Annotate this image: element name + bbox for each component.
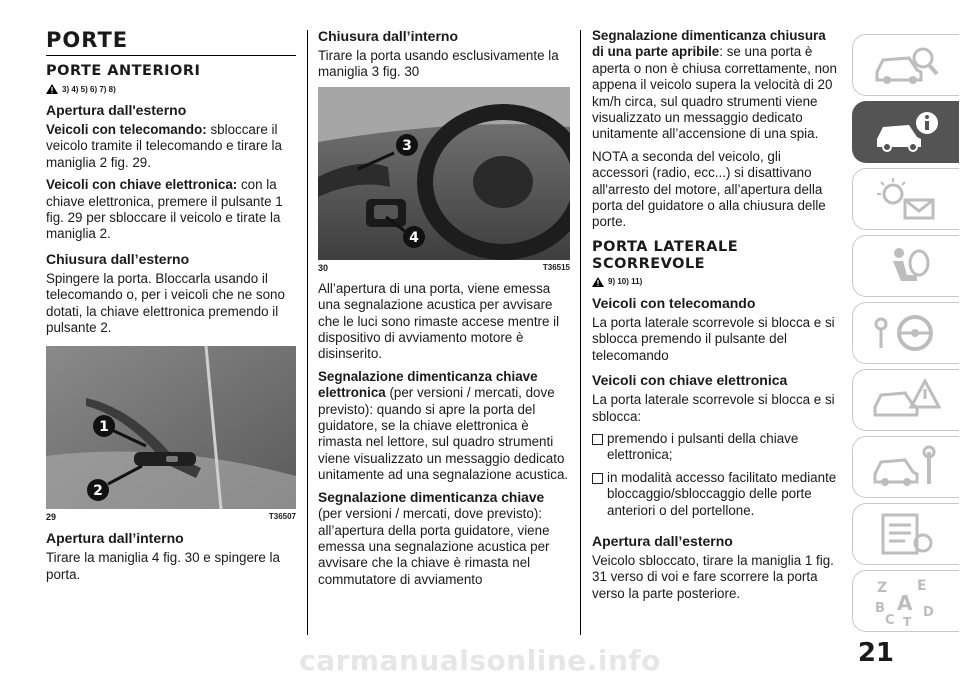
column-3 xyxy=(592,28,838,608)
car-wrench-icon xyxy=(871,444,941,490)
tab-safety[interactable] xyxy=(852,235,959,297)
list-item xyxy=(592,431,838,470)
paragraph-parte-apribile xyxy=(592,28,838,143)
bold-lead: Segnalazione dimenticanza chiave elettronica xyxy=(318,368,538,401)
refs-text: 9) 10) 11) xyxy=(608,277,643,287)
figure-code: T36515 xyxy=(542,262,570,272)
list-item xyxy=(592,470,838,525)
car-magnifier-icon xyxy=(871,42,941,88)
checkbox-bullet-icon xyxy=(592,434,603,445)
figure-number: 30 xyxy=(318,262,329,273)
chapter-tabs xyxy=(852,34,960,637)
paragraph-chiusura-esterno: Spingere la porta. Bloccarla usando il telecomando o, per i veicoli che ne sono dotati, la chiave elettronica premendo il pulsante 2. xyxy=(46,270,285,336)
paragraph-dimenticanza-chiave: (per versioni / mercati, dove previsto): all’apertura della porta guidatore, viene emessa una segnalazione acustica per avvisare che la chiave è rimasta nel commutatore di avviamento xyxy=(318,506,550,587)
heading-chiusura-esterno: Chiusura dall’esterno xyxy=(46,250,190,267)
watermark: carmanualsonline.info xyxy=(299,644,661,677)
checkbox-bullet-icon xyxy=(592,473,603,484)
heading-apertura-esterno: Apertura dall'esterno xyxy=(46,102,187,118)
heading-apertura-interno: Apertura dall’interno xyxy=(46,530,184,547)
index-letter: E xyxy=(917,578,927,594)
paragraph-luci-accese: All’apertura di una porta, viene emessa una segnalazione acustica per avvisare che le luci sono rimaste accese mentre il dispositivo di avviamento motore è disinserito. xyxy=(318,280,560,362)
paragraph-telecomando xyxy=(46,122,296,171)
page-number: 21 xyxy=(857,638,894,668)
tab-car-info[interactable] xyxy=(852,101,959,163)
bullet-text: premendo i pulsanti della chiave elettronica; xyxy=(607,430,799,463)
tab-car-search[interactable] xyxy=(852,34,959,96)
figure-code: T36507 xyxy=(268,512,296,522)
callout-1: 1 xyxy=(99,419,109,436)
warning-light-envelope-icon xyxy=(871,176,941,222)
bold-lead: Veicoli con telecomando: xyxy=(46,122,207,137)
car-info-icon xyxy=(871,109,941,155)
index-letter: Z xyxy=(877,580,888,596)
interior-handle-illustration xyxy=(318,87,570,260)
warning-references xyxy=(592,277,838,287)
column-2 xyxy=(318,28,570,594)
figure-29-caption xyxy=(46,512,296,522)
subsection-title: PORTE ANTERIORI xyxy=(46,63,201,79)
callout-2: 2 xyxy=(93,483,103,500)
airbag-seat-icon xyxy=(871,243,941,289)
warning-icon xyxy=(592,277,604,287)
paragraph-text: con la chiave elettronica, premere il pulsante 1 fig. 29 per sbloccare il veicolo e tirate la maniglia 2. xyxy=(46,177,283,242)
section-title: PORTE xyxy=(46,28,129,52)
heading-chiusura-interno: Chiusura dall’interno xyxy=(318,28,459,44)
column-1 xyxy=(46,28,296,589)
car-warning-triangle-icon xyxy=(871,377,941,423)
title-rule xyxy=(46,55,296,56)
tab-warning-lights[interactable] xyxy=(852,168,959,230)
bold-lead: Veicoli con chiave elettronica: xyxy=(46,177,238,193)
warning-icon xyxy=(46,84,58,94)
subsection-title-porta-laterale: PORTA LATERALE SCORREVOLE xyxy=(592,238,739,272)
tab-maintenance[interactable] xyxy=(852,436,959,498)
index-letter: T xyxy=(903,615,912,626)
paragraph-text: (per versioni / mercati, dove previsto): quando si apre la porta del guidatore, se la chiave elettronica è rimasta nel lettore, sul quadro strumenti viene visualizzato un messaggio dedicato unitamente ad una segnalazione acustica. xyxy=(318,385,569,483)
bold-lead: Segnalazione dimenticanza chiusura di una parte apribile xyxy=(592,28,826,60)
paragraph-chiusura-interno: Tirare la porta usando esclusivamente la maniglia 3 fig. 30 xyxy=(318,48,559,80)
key-steering-wheel-icon xyxy=(871,310,941,356)
heading-dimenticanza-chiave: Segnalazione dimenticanza chiave xyxy=(318,489,545,505)
door-handle-illustration xyxy=(46,346,296,509)
callout-3: 3 xyxy=(402,137,412,154)
column-divider xyxy=(307,30,308,635)
paragraph-apertura-interno: Tirare la maniglia 4 fig. 30 e spingere la porta. xyxy=(46,550,280,582)
figure-number: 29 xyxy=(46,512,57,523)
refs-text: 3) 4) 5) 6) 7) 8) xyxy=(62,84,116,94)
tab-starting-driving[interactable] xyxy=(852,302,959,364)
bullet-text: in modalità accesso facilitato mediante bloccaggio/sbloccaggio delle porte anteriori o del portellone. xyxy=(607,469,837,518)
paragraph-chiave-elettronica xyxy=(46,177,296,243)
warning-references xyxy=(46,84,296,94)
tab-emergency[interactable] xyxy=(852,369,959,431)
paragraph-apertura-esterno-laterale: Veicolo sbloccato, tirare la maniglia 1 fig. 31 verso di voi e fare scorrere la porta verso la parte posteriore. xyxy=(592,552,834,601)
index-letter: A xyxy=(897,591,913,615)
paragraph-telecomando: La porta laterale scorrevole si blocca e si sblocca premendo il pulsante del telecomando xyxy=(592,314,835,363)
heading-telecomando: Veicoli con telecomando xyxy=(592,294,756,311)
heading-chiave-elettronica: Veicoli con chiave elettronica xyxy=(592,372,788,389)
paragraph-chiave-elettronica: La porta laterale scorrevole si blocca e si sblocca: xyxy=(592,392,835,424)
index-letter: D xyxy=(923,605,934,620)
callout-4: 4 xyxy=(409,229,419,246)
figure-30-caption xyxy=(318,263,570,273)
tab-index[interactable] xyxy=(852,570,959,632)
paragraph-text: : se una porta è aperta o non è chiusa correttamente, non appena il veicolo supera la velocità di 20 km/h circa, sul quadro strumenti viene visualizzato un messaggio dedicato unitamente all’accensione di una spia. xyxy=(592,44,837,142)
heading-apertura-esterno-laterale: Apertura dall’esterno xyxy=(592,532,733,549)
column-divider xyxy=(580,30,581,635)
index-letter: B xyxy=(875,601,885,616)
figure-29-door-handle xyxy=(46,346,296,509)
technical-data-list-icon xyxy=(871,511,941,557)
alphabet-index-icon xyxy=(871,576,941,626)
paragraph-dimenticanza-chiave-elettronica xyxy=(318,369,570,484)
figure-30-interior-handle xyxy=(318,87,570,260)
tab-technical-data[interactable] xyxy=(852,503,959,565)
paragraph-nota: NOTA a seconda del veicolo, gli accessori (radio, ecc...) si disattivano all'arresto del motore, all’apertura della porta del guidatore o alla chiusura delle porte. xyxy=(592,148,826,230)
paragraph-text: sbloccare il veicolo tramite il telecomando e tirare la maniglia 2 fig. 29. xyxy=(46,122,282,170)
index-letter: C xyxy=(885,613,895,626)
